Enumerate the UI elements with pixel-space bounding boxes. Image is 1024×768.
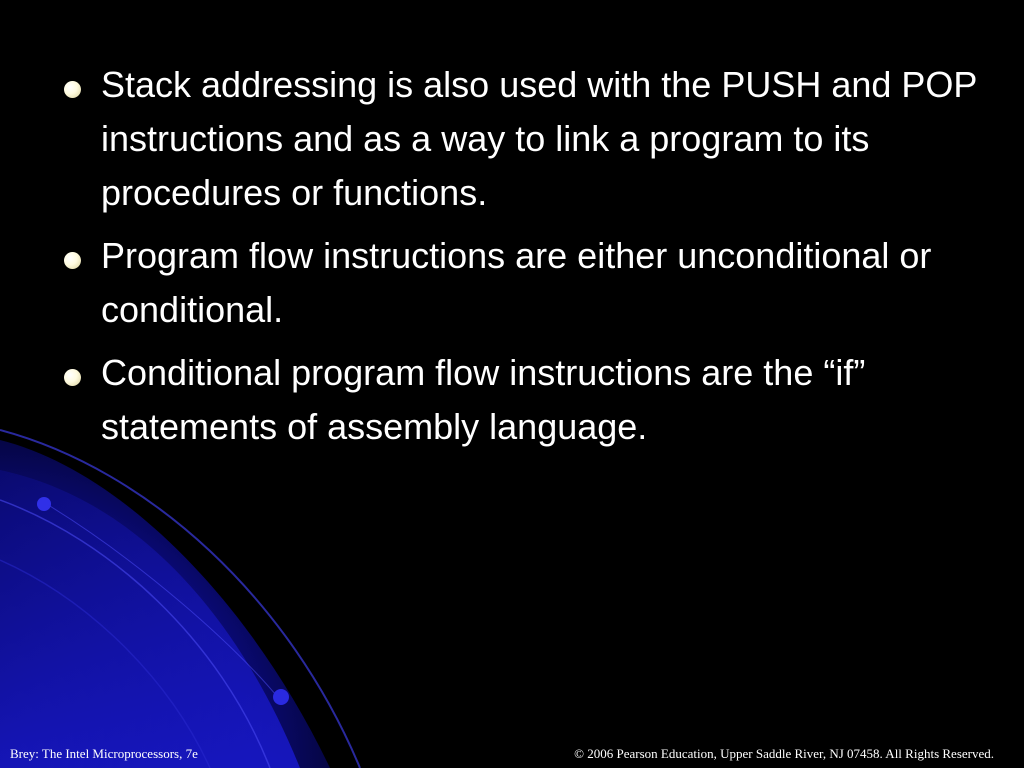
bullet-item-conditional-flow xyxy=(62,346,992,454)
bullet-dot-icon xyxy=(64,81,81,98)
bullet-text: Stack addressing is also used with the PUSH and POP instructions and as a way to link a program to its procedures or functions. xyxy=(101,64,977,213)
bullet-item-program-flow xyxy=(62,229,992,337)
bullet-text: Conditional program flow instructions are the “if” statements of assembly language. xyxy=(101,352,866,447)
orb-dot-large xyxy=(273,689,289,705)
bullet-item-stack-addressing xyxy=(62,58,992,220)
orb-dot-small xyxy=(37,497,51,511)
bullet-dot-icon xyxy=(64,369,81,386)
bullet-list xyxy=(62,58,992,463)
bullet-text: Program flow instructions are either unconditional or conditional. xyxy=(101,235,932,330)
footer-copyright: © 2006 Pearson Education, Upper Saddle River, NJ 07458. All Rights Reserved. xyxy=(574,746,994,761)
bullet-dot-icon xyxy=(64,252,81,269)
footer-book-title: Brey: The Intel Microprocessors, 7e xyxy=(10,746,198,761)
